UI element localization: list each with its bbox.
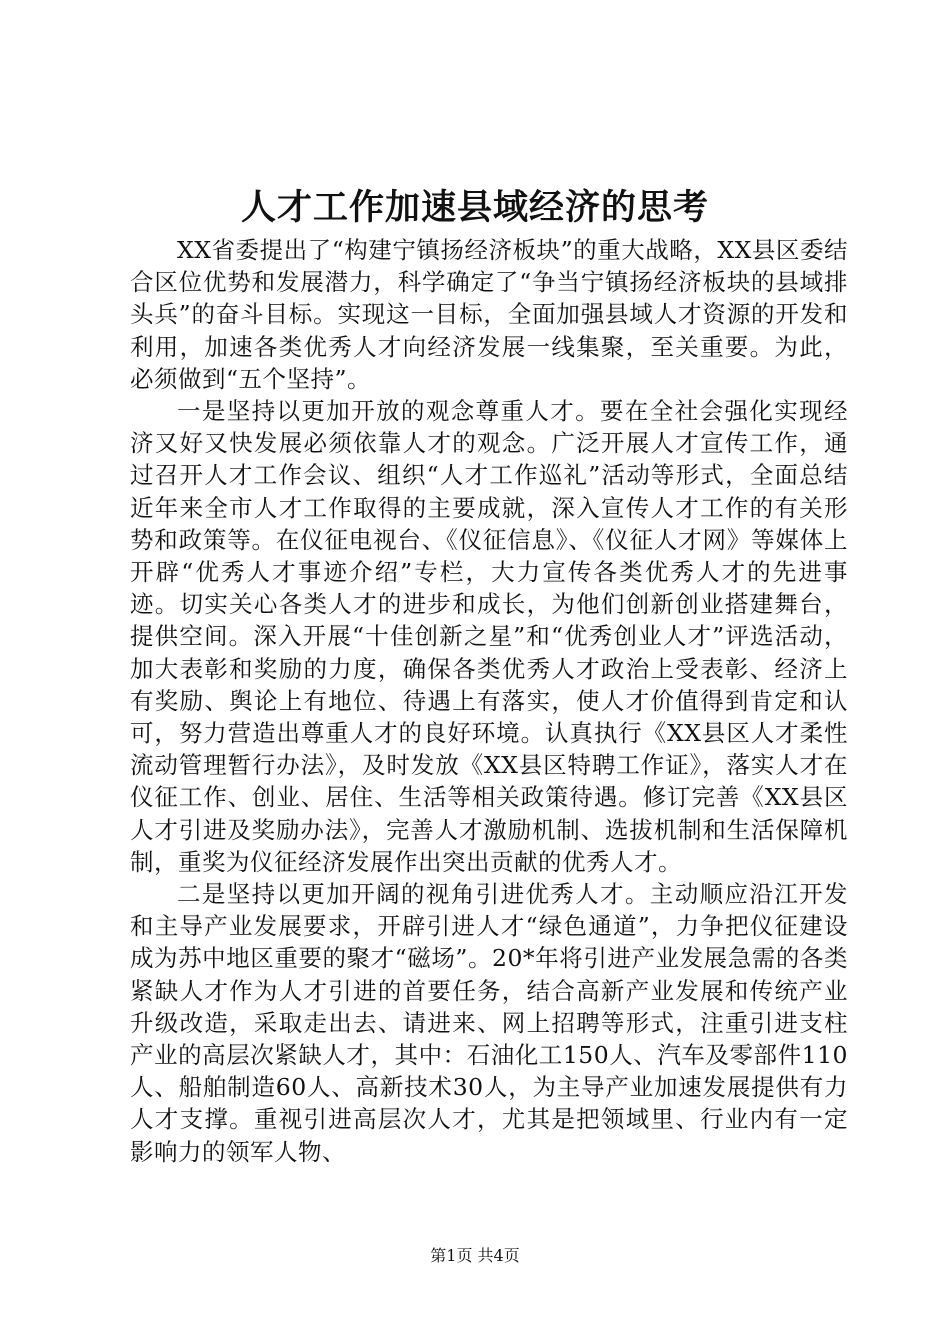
paragraph-introduce-talent: 二是坚持以更加开阔的视角引进优秀人才。主动顺应沿江开发和主导产业发展要求，开辟引进人才“绿色通道”，力争把仪征建设成为苏中地区重要的聚才“磁场”。20*年将引进产业发展急需的各类紧缺人才作为人才引进的首要任务，结合高新产业发展和传统产业升级改造，采取走出去、请进来、网上招聘等形式，注重引进支柱产业的高层次紧缺人才，其中：石油化工150人、汽车及零部件110人、船舶制造60人、高新技术30人，为主导产业加速发展提供有力人才支撑。重视引进高层次人才，尤其是把领域里、行业内有一定影响力的领军人物、 [130,880,848,1166]
document-title: 人才工作加速县域经济的思考 [240,187,709,228]
paragraph-respect-talent: 一是坚持以更加开放的观念尊重人才。要在全社会强化实现经济又好又快发展必须依靠人才的观念。广泛开展人才宣传工作，通过召开人才工作会议、组织“人才工作巡礼”活动等形式，全面总结近年来全市人才工作取得的主要成就，深入宣传人才工作的有关形势和政策等。在仪征电视台、《仪征信息》、《仪征人才网》等媒体上开辟“优秀人才事迹介绍”专栏，大力宣传各类优秀人才的先进事迹。切实关心各类人才的进步和成长，为他们创新创业搭建舞台，提供空间。深入开展“十佳创新之星”和“优秀创业人才”评选活动，加大表彰和奖励的力度，确保各类优秀人才政治上受表彰、经济上有奖励、舆论上有地位、待遇上有落实，使人才价值得到肯定和认可，努力营造出尊重人才的良好环境。认真执行《XX县区人才柔性流动管理暂行办法》，及时发放《XX县区特聘工作证》，落实人才在仪征工作、创业、居住、生活等相关政策待遇。修订完善《XX县区人才引进及奖励办法》，完善人才激励机制、选拔机制和生活保障机制，重奖为仪征经济发展作出突出贡献的优秀人才。 [130,397,848,876]
paragraph-intro: XX省委提出了“构建宁镇扬经济板块”的重大战略，XX县区委结合区位优势和发展潜力，科学确定了“争当宁镇扬经济板块的县域排头兵”的奋斗目标。实现这一目标，全面加强县域人才资源的开发和利用，加速各类优秀人才向经济发展一线集聚，至关重要。为此，必须做到“五个坚持”。 [130,236,848,393]
page-number-footer: 第1页 共4页 [430,1246,520,1265]
document-body [130,234,848,1168]
